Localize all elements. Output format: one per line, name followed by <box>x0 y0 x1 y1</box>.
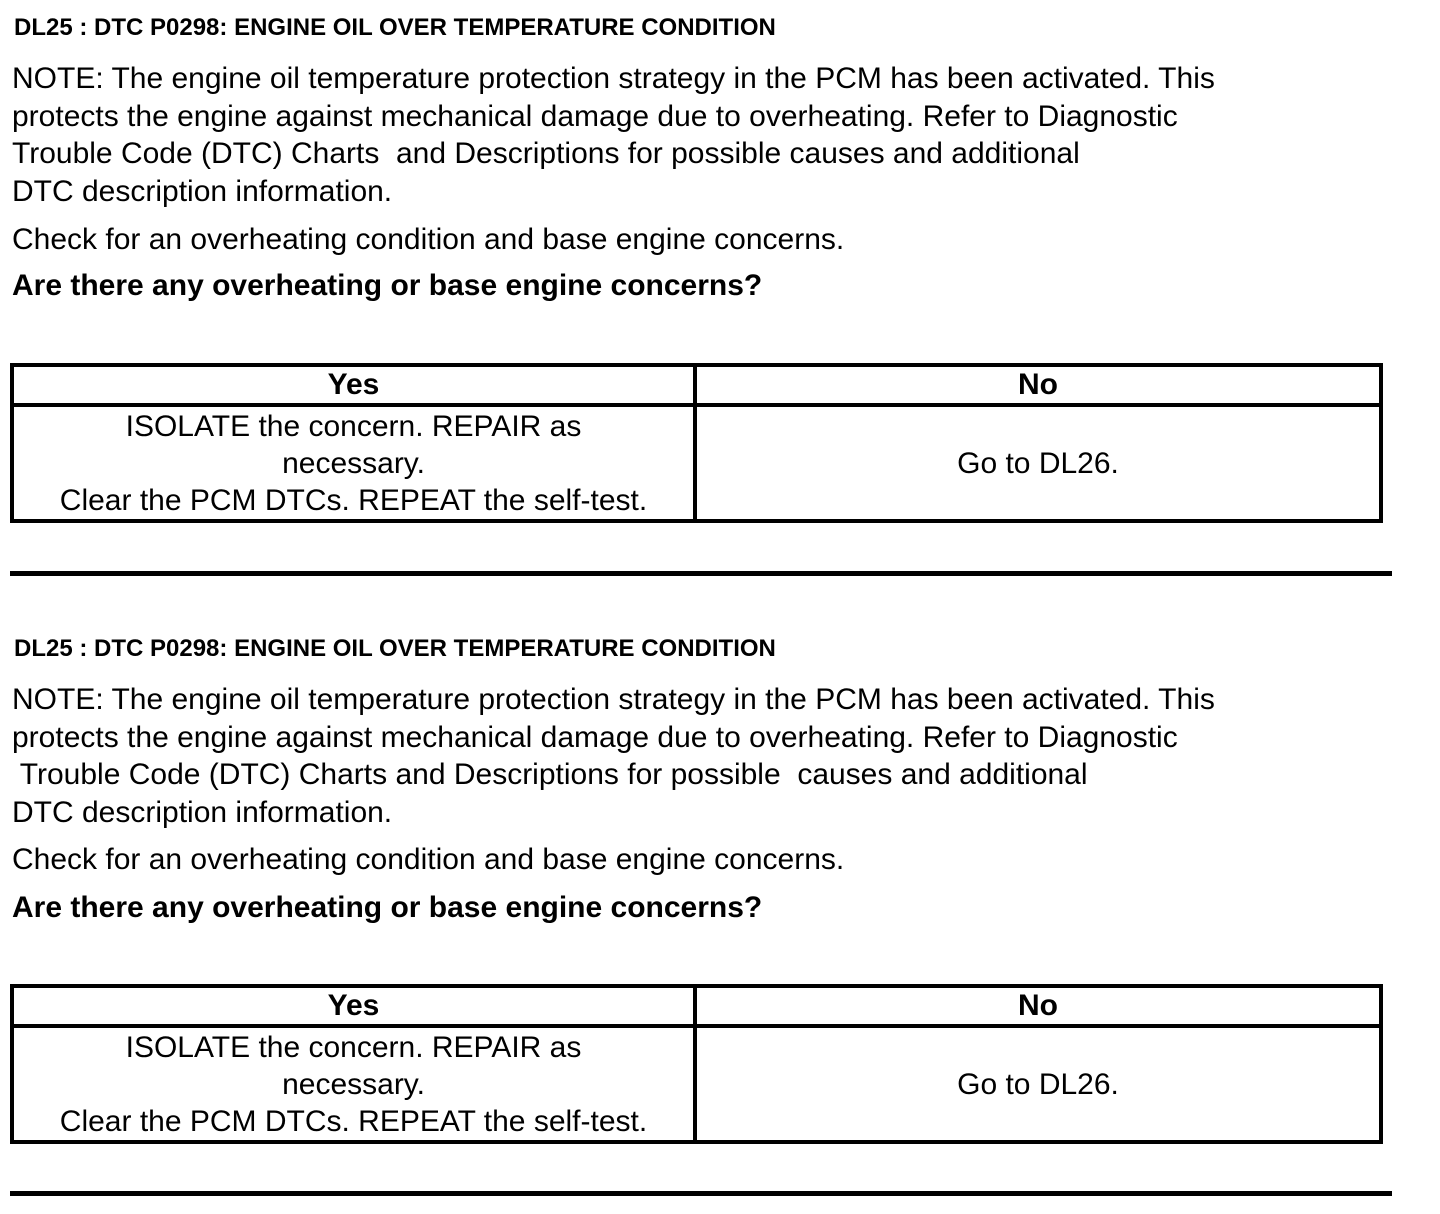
yes-action-line: ISOLATE the concern. REPAIR as <box>125 409 582 443</box>
yes-action-line: necessary. <box>282 1067 425 1101</box>
question-prompt: Are there any overheating or base engine concerns? <box>12 891 763 924</box>
yes-header: Yes <box>12 986 695 1026</box>
note-line: protects the engine against mechanical damage due to overheating. Refer to Diagnostic <box>12 720 1178 754</box>
note-line: protects the engine against mechanical damage due to overheating. Refer to Diagnostic <box>12 99 1178 133</box>
decision-table <box>10 363 1383 523</box>
yes-action-cell <box>12 1026 695 1142</box>
decision-table <box>10 984 1383 1144</box>
section-divider <box>10 1191 1392 1196</box>
note-line: DTC description information. <box>12 795 393 829</box>
yes-action-line: necessary. <box>282 446 425 480</box>
no-header: No <box>695 365 1381 405</box>
yes-action-cell <box>12 405 695 521</box>
question-prompt: Are there any overheating or base engine concerns? <box>12 269 763 302</box>
yes-action-line: Clear the PCM DTCs. REPEAT the self-test. <box>59 1104 648 1138</box>
note-line: NOTE: The engine oil temperature protection strategy in the PCM has been activated. This <box>12 683 1215 716</box>
section-title: DL25 : DTC P0298: ENGINE OIL OVER TEMPERATURE CONDITION <box>14 635 776 662</box>
note-line: Trouble Code (DTC) Charts and Descriptions for possible causes and additional <box>12 758 1088 791</box>
note-line: NOTE: The engine oil temperature protection strategy in the PCM has been activated. This <box>12 62 1215 95</box>
check-instruction: Check for an overheating condition and base engine concerns. <box>12 843 845 876</box>
note-line: DTC description information. <box>12 174 393 208</box>
no-action-cell: Go to DL26. <box>695 405 1381 521</box>
no-header: No <box>695 986 1381 1026</box>
no-action-cell: Go to DL26. <box>695 1026 1381 1142</box>
section-divider <box>10 571 1392 576</box>
note-paragraph <box>12 681 1215 831</box>
check-instruction: Check for an overheating condition and base engine concerns. <box>12 223 845 256</box>
section-title: DL25 : DTC P0298: ENGINE OIL OVER TEMPERATURE CONDITION <box>14 14 776 41</box>
note-line: Trouble Code (DTC) Charts and Descriptions for possible causes and additional <box>12 137 1080 170</box>
yes-action-line: ISOLATE the concern. REPAIR as <box>125 1030 582 1064</box>
yes-header: Yes <box>12 365 695 405</box>
note-paragraph <box>12 60 1215 210</box>
yes-action-line: Clear the PCM DTCs. REPEAT the self-test. <box>59 483 648 517</box>
